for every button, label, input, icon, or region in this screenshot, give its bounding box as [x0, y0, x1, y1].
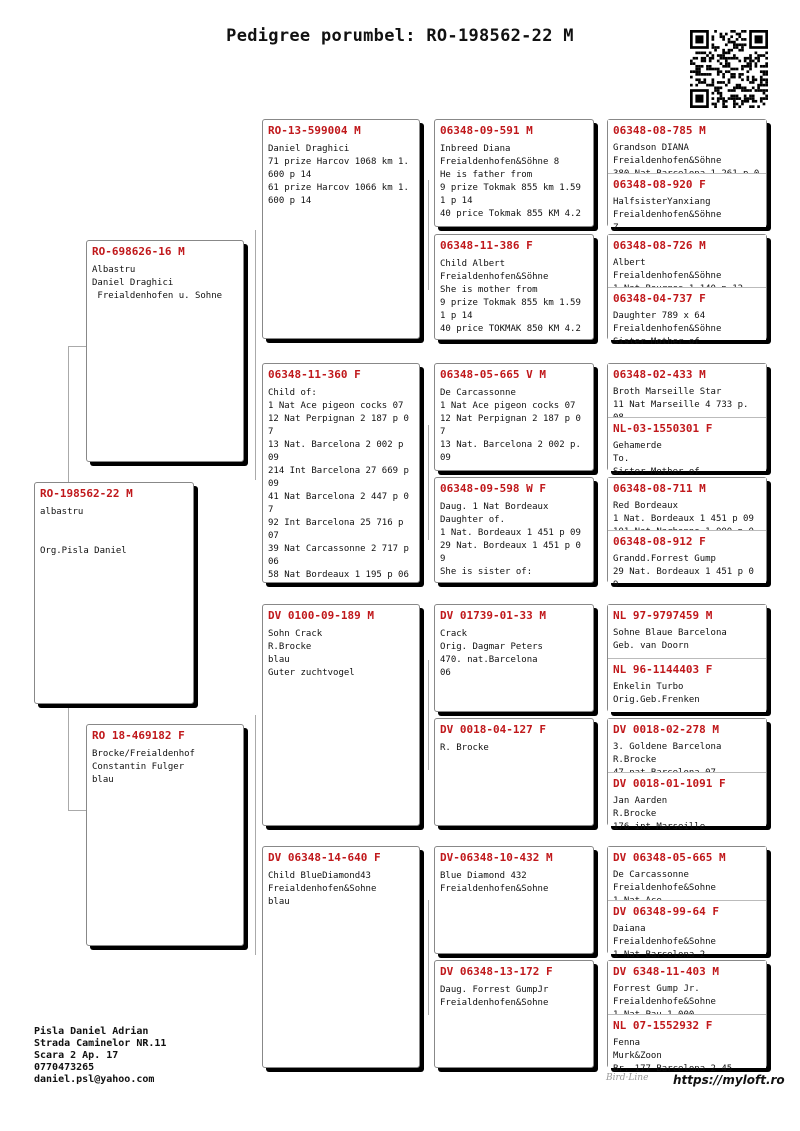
- ancestor-pair-card[interactable]: [607, 960, 767, 1074]
- pigeon-details: Daug. 1 Nat Bordeaux Daughter of. 1 Nat. Bordeaux 1 451 p 09 29 Nat. Bordeaux 1 451 p 0 9 She is sister of:: [440, 502, 581, 577]
- ancestor-entry[interactable]: [608, 658, 766, 712]
- pigeon-details: Enkelin Turbo Orig.Geb.Frenken: [613, 682, 700, 705]
- pigeon-details: Albastru Daniel Draghici Freialdenhofen u. Sohne: [92, 265, 223, 301]
- ancestor-pair-card[interactable]: [607, 718, 767, 832]
- pigeon-details: Daughter 789 x 64 Freialdenhofen&Söhne Sister Mother of: [613, 311, 722, 347]
- ring-number: DV 0018-02-278 M: [613, 723, 719, 736]
- pigeon-details: De Carcassonne 1 Nat Ace pigeon cocks 07 12 Nat Perpignan 2 187 p 0 7 13 Nat. Barcelona 2 002 p. 09: [440, 388, 581, 463]
- pigeon-details: Brocke/Freialdenhof Constantin Fulger blau: [92, 749, 195, 785]
- grandparent-card[interactable]: [262, 363, 420, 583]
- ancestor-entry[interactable]: [608, 287, 766, 347]
- ancestor-pair-card[interactable]: [607, 363, 767, 477]
- great-grandparent-card[interactable]: [434, 846, 594, 954]
- ring-number: DV 06348-14-640 F: [268, 851, 381, 864]
- sire-card[interactable]: [86, 240, 244, 462]
- grandparent-card[interactable]: [262, 119, 420, 339]
- pigeon-details: Gehamerde To. Sister Mother of: [613, 441, 700, 477]
- ancestor-entry[interactable]: [608, 235, 766, 287]
- ring-number: DV 0018-04-127 F: [440, 723, 546, 736]
- ancestor-entry[interactable]: [608, 120, 766, 173]
- pigeon-details: Forrest Gump Jr. Freialdenhofe&Sohne: [613, 984, 716, 1007]
- pigeon-details: Daniel Draghici 71 prize Harcov 1068 km 1. 600 p 14 61 prize Harcov 1066 km 1. 600 p 14: [268, 144, 409, 206]
- connector-line: [428, 900, 429, 1015]
- ring-number: 06348-02-433 M: [613, 368, 706, 381]
- ring-number: 06348-08-785 M: [613, 124, 706, 137]
- great-grandparent-card[interactable]: [434, 718, 594, 826]
- ring-number: DV 0100-09-189 M: [268, 609, 374, 622]
- ancestor-pair-card[interactable]: [607, 234, 767, 347]
- site-link[interactable]: https://myloft.ro: [673, 1073, 785, 1087]
- ring-number: DV-06348-10-432 M: [440, 851, 553, 864]
- ring-number: 06348-09-598 W F: [440, 482, 546, 495]
- owner-name: Pisla Daniel Adrian: [34, 1026, 149, 1037]
- great-grandparent-card[interactable]: [434, 960, 594, 1068]
- pigeon-details: De Carcassonne Freialdenhofe&Sohne: [613, 870, 716, 893]
- owner-phone: 0770473265: [34, 1062, 95, 1073]
- ring-number: 06348-08-912 F: [613, 535, 706, 548]
- pigeon-details: Crack Orig. Dagmar Peters 470. nat.Barcelona 06: [440, 629, 543, 678]
- page-title: Pedigree porumbel: RO-198562-22 M: [226, 26, 574, 46]
- ring-number: DV 06348-99-64 F: [613, 905, 719, 918]
- owner-address: Strada Caminelor NR.11: [34, 1038, 167, 1049]
- pigeon-details: Sohn Crack R.Brocke blau Guter zuchtvogel: [268, 629, 355, 678]
- pigeon-details: Grandson DIANA Freialdenhofen&Söhne: [613, 143, 722, 166]
- ring-number: DV 01739-01-33 M: [440, 609, 546, 622]
- ancestor-entry[interactable]: [608, 478, 766, 530]
- owner-address: Scara 2 Ap. 17: [34, 1050, 119, 1061]
- ancestor-pair-card[interactable]: [607, 604, 767, 712]
- dam-card[interactable]: [86, 724, 244, 946]
- great-grandparent-card[interactable]: [434, 477, 594, 583]
- ring-number: 06348-08-920 F: [613, 178, 706, 191]
- ancestor-entry[interactable]: [608, 900, 766, 960]
- ancestor-entry[interactable]: [608, 173, 766, 233]
- ancestor-entry[interactable]: [608, 719, 766, 772]
- pigeon-details: Grandd.Forrest Gump 29 Nat. Bordeaux 1 451 p 0 9: [613, 554, 754, 590]
- great-grandparent-card[interactable]: [434, 363, 594, 471]
- ring-number: 06348-05-665 V M: [440, 368, 546, 381]
- ancestor-pair-card[interactable]: [607, 846, 767, 960]
- pigeon-details: 3. Goldene Barcelona R.Brocke: [613, 742, 722, 765]
- pigeon-details: albastru Org.Pisla Daniel: [40, 507, 127, 556]
- pigeon-details: R. Brocke: [440, 743, 489, 753]
- pigeon-details: HalfsisterYanxiang Freialdenhofen&Söhne Z: [613, 197, 722, 233]
- ancestor-entry[interactable]: [608, 530, 766, 590]
- ring-number: NL 07-1552932 F: [613, 1019, 713, 1032]
- great-grandparent-card[interactable]: [434, 604, 594, 712]
- ring-number: NL-03-1550301 F: [613, 422, 713, 435]
- ancestor-entry[interactable]: [608, 605, 766, 658]
- ancestor-pair-card[interactable]: [607, 119, 767, 233]
- great-grandparent-card[interactable]: [434, 234, 594, 340]
- pigeon-details: Child Albert Freialdenhofen&Söhne She is mother from 9 prize Tokmak 855 km 1.59 1 p 14 40 price TOKMAK 850 KM 4.2: [440, 259, 581, 334]
- connector-line: [68, 810, 86, 811]
- pigeon-details: Broth Marseille Star 11 Nat Marseille 4 733 p.: [613, 387, 749, 410]
- ring-number: RO 18-469182 F: [92, 729, 185, 742]
- pigeon-details: Inbreed Diana Freialdenhofen&Söhne 8 He is father from 9 prize Tokmak 855 km 1.59 1 p 14 40 price Tokmak 855 KM 4.2: [440, 144, 581, 219]
- ring-number: RO-13-599004 M: [268, 124, 361, 137]
- ring-number: 06348-04-737 F: [613, 292, 706, 305]
- ancestor-entry[interactable]: [608, 961, 766, 1014]
- ring-number: RO-198562-22 M: [40, 487, 133, 500]
- pigeon-details: Albert Freialdenhofen&Söhne: [613, 258, 722, 281]
- subject-card[interactable]: [34, 482, 194, 704]
- ring-number: DV 0018-01-1091 F: [613, 777, 726, 790]
- ring-number: 06348-08-711 M: [613, 482, 706, 495]
- pigeon-details: Blue Diamond 432 Freialdenhofen&Sohne: [440, 871, 549, 894]
- pigeon-details: Fenna Murk&Zoon Br. 177 Barcelona 2 45: [613, 1038, 733, 1074]
- pigeon-details: Red Bordeaux 1 Nat. Bordeaux 1 451 p 09: [613, 501, 754, 524]
- pigeon-details: Child BlueDiamond43 Freialdenhofen&Sohne blau: [268, 871, 377, 907]
- ring-number: NL 97-9797459 M: [613, 609, 713, 622]
- owner-contact: [34, 1026, 166, 1086]
- ring-number: RO-698626-16 M: [92, 245, 185, 258]
- connector-line: [68, 346, 86, 347]
- connector-line: [428, 180, 429, 290]
- ring-number: 06348-11-386 F: [440, 239, 533, 252]
- pigeon-details: Daug. Forrest GumpJr Freialdenhofen&Sohne: [440, 985, 549, 1008]
- ring-number: 06348-09-591 M: [440, 124, 533, 137]
- grandparent-card[interactable]: [262, 846, 420, 1068]
- ring-number: 06348-11-360 F: [268, 368, 361, 381]
- ancestor-entry[interactable]: [608, 417, 766, 477]
- ring-number: DV 6348-11-403 M: [613, 965, 719, 978]
- pigeon-details: Child of: 1 Nat Ace pigeon cocks 07 12 Nat Perpignan 2 187 p 0 7 13 Nat. Barcelona 2 002 p 09 214 Int Barcelona 27 669 p 09 41 Nat Barcelona 2 447 p 0 7 92 Int Barcelona 25 716 p 07 39 Nat Carcassonne 2 717 p 06 58 Nat Bordeaux 1 195 p 06: [268, 388, 409, 580]
- ring-number: DV 06348-13-172 F: [440, 965, 553, 978]
- signature-logo: Bird·Line: [606, 1073, 649, 1083]
- ancestor-entry[interactable]: [608, 847, 766, 900]
- pigeon-details: Jan Aarden R.Brocke 176 int Marseille: [613, 796, 706, 832]
- connector-line: [428, 660, 429, 770]
- great-grandparent-card[interactable]: [434, 119, 594, 227]
- qr-code-icon: [690, 30, 768, 108]
- connector-line: [255, 230, 256, 480]
- connector-line: [428, 425, 429, 540]
- ancestor-pair-card[interactable]: [607, 477, 767, 590]
- pigeon-details: Daiana Freialdenhofe&Sohne 1 Nat Barcelona 2: [613, 924, 716, 960]
- ring-number: DV 06348-05-665 M: [613, 851, 726, 864]
- ancestor-entry[interactable]: [608, 772, 766, 832]
- ring-number: 06348-08-726 M: [613, 239, 706, 252]
- pigeon-details: Sohne Blaue Barcelona Geb. van Doorn: [613, 628, 727, 651]
- ring-number: NL 96-1144403 F: [613, 663, 713, 676]
- ancestor-entry[interactable]: [608, 364, 766, 417]
- connector-line: [255, 715, 256, 955]
- owner-email[interactable]: daniel.psl@yahoo.com: [34, 1074, 155, 1085]
- ancestor-entry[interactable]: [608, 1014, 766, 1074]
- grandparent-card[interactable]: [262, 604, 420, 826]
